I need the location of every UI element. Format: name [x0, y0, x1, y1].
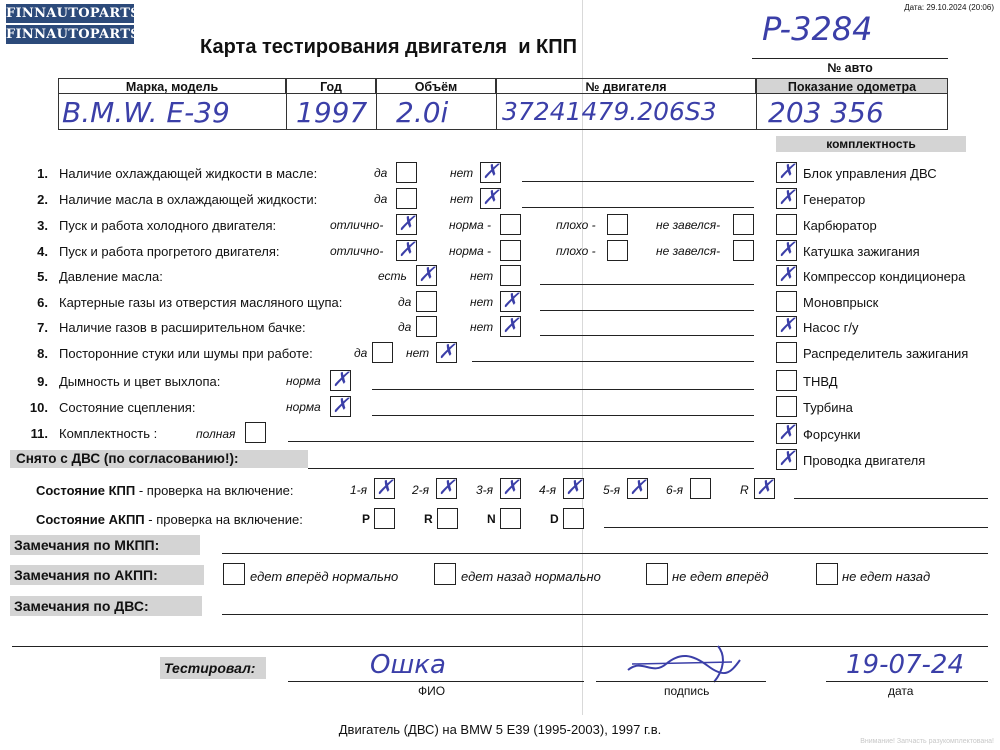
removed-label: Снято с ДВС (по согласованию!):: [16, 451, 239, 466]
checkbox-no-start[interactable]: [733, 240, 754, 261]
signature-scribble: [622, 640, 748, 686]
option-no: нет: [450, 166, 474, 180]
checkbox-no[interactable]: ✗: [480, 162, 501, 183]
checkbox-normal[interactable]: [500, 240, 521, 261]
at-position-label: P: [362, 512, 371, 526]
check-number: 2.: [37, 192, 48, 207]
checkbox-present[interactable]: ✗: [416, 265, 437, 286]
caption-footer: Двигатель (ДВС) на BMW 5 E39 (1995-2003), 1997 г.в.: [338, 722, 662, 737]
checkbox-bad[interactable]: [607, 240, 628, 261]
option-excellent: отлично-: [330, 218, 384, 232]
completeness-label: Турбина: [803, 400, 853, 415]
check-number: 8.: [37, 346, 48, 361]
gear-checkbox[interactable]: ✗: [500, 478, 521, 499]
at-position-checkbox[interactable]: [374, 508, 395, 529]
tested-by-label: Тестировал:: [164, 660, 256, 676]
at-position-label: R: [424, 512, 433, 526]
odometer-value: 203 356: [768, 96, 884, 129]
remark-engine-line-2: [12, 646, 988, 647]
mt-notes-line: [794, 498, 988, 499]
checkbox-yes[interactable]: [396, 188, 417, 209]
gear-checkbox[interactable]: ✗: [563, 478, 584, 499]
gear-checkbox[interactable]: ✗: [627, 478, 648, 499]
completeness-checkbox[interactable]: ✗: [776, 265, 797, 286]
at-position-checkbox[interactable]: [500, 508, 521, 529]
brand-logo-top: FINNAUTOPARTS: [6, 6, 140, 21]
check-number: 5.: [37, 269, 48, 284]
check-label-crankcase-gases: Картерные газы из отверстия масляного щупа:: [59, 295, 343, 310]
option-yes: да: [398, 295, 412, 309]
gear-label: 4-я: [539, 483, 557, 497]
checkbox-normal[interactable]: ✗: [330, 396, 351, 417]
option-no: нет: [406, 346, 430, 360]
completeness-label: Карбюратор: [803, 218, 877, 233]
option-no: нет: [470, 269, 494, 283]
option-yes: да: [398, 320, 412, 334]
gear-checkbox[interactable]: ✗: [374, 478, 395, 499]
notes-line: [522, 181, 754, 182]
at-position-checkbox[interactable]: [563, 508, 584, 529]
header-volume: Объём: [376, 78, 496, 94]
check-label-oil-pressure: Давление масла:: [59, 269, 163, 284]
option-no-start: не завелся-: [656, 244, 721, 258]
option-normal: норма: [286, 400, 321, 414]
mt-check-label: Состояние КПП: [36, 483, 136, 498]
checkbox-excellent[interactable]: ✗: [396, 214, 417, 235]
header-year: Год: [286, 78, 376, 94]
remark-mt-label: Замечания по МКПП:: [14, 537, 160, 553]
watermark-text: Внимание! Запчасть разукомплектована!: [860, 738, 994, 745]
notes-line: [540, 284, 754, 285]
check-number: 3.: [37, 218, 48, 233]
check-number: 7.: [37, 320, 48, 335]
at-check-label: Состояние АКПП: [36, 512, 145, 527]
header-odometer: Показание одометра: [756, 78, 948, 94]
option-yes: да: [374, 166, 388, 180]
checkbox-no[interactable]: ✗: [500, 316, 521, 337]
completeness-label: Блок управления ДВС: [803, 166, 937, 181]
checkbox-normal[interactable]: ✗: [330, 370, 351, 391]
header-engine-number: № двигателя: [496, 78, 756, 94]
remark-at-label: Замечания по АКПП:: [14, 567, 158, 583]
check-number: 1.: [37, 166, 48, 181]
check-number: 11.: [30, 426, 48, 441]
at-no-forward-checkbox[interactable]: [646, 563, 668, 585]
at-backward-ok-checkbox[interactable]: [434, 563, 456, 585]
completeness-label: Генератор: [803, 192, 866, 207]
at-position-checkbox[interactable]: [437, 508, 458, 529]
option-normal: норма -: [449, 244, 492, 258]
completeness-checkbox[interactable]: ✗: [776, 188, 797, 209]
check-label-cold-start: Пуск и работа холодного двигателя:: [59, 218, 277, 233]
checkbox-no[interactable]: ✗: [480, 188, 501, 209]
checkbox-no-start[interactable]: [733, 214, 754, 235]
signature-line: [596, 681, 766, 682]
completeness-checkbox[interactable]: ✗: [776, 316, 797, 337]
notes-line: [540, 310, 754, 311]
completeness-label: Катушка зажигания: [803, 244, 920, 259]
model-value: B.M.W. E-39: [62, 96, 230, 129]
check-number: 6.: [37, 295, 48, 310]
engine-number-value: 37241479.206S3: [502, 97, 717, 126]
completeness-checkbox[interactable]: [776, 370, 797, 391]
tester-name-value: Ошка: [370, 650, 446, 680]
gear-label: 1-я: [350, 483, 368, 497]
at-no-forward-label: не едет вперёд: [672, 569, 769, 584]
check-label-completeness: Комплектность :: [59, 426, 158, 441]
notes-line: [522, 207, 754, 208]
gear-label: 5-я: [603, 483, 621, 497]
car-number-underline: [752, 58, 948, 59]
completeness-checkbox[interactable]: ✗: [776, 423, 797, 444]
car-number-value: P-3284: [762, 10, 873, 48]
option-no: нет: [470, 295, 494, 309]
checkbox-bad[interactable]: [607, 214, 628, 235]
date-caption: дата: [888, 684, 914, 698]
completeness-header: комплектность: [776, 136, 966, 152]
car-number-label: № авто: [827, 61, 873, 75]
option-normal: норма: [286, 374, 321, 388]
name-caption: ФИО: [418, 684, 446, 698]
at-check-row: [36, 512, 303, 527]
option-full: полная: [196, 427, 236, 441]
check-label-expansion-tank-gases: Наличие газов в расширительном бачке:: [59, 320, 306, 335]
brand-logo-bottom: FINNAUTOPARTS: [6, 27, 140, 42]
check-number: 9.: [37, 374, 48, 389]
check-number: 4.: [37, 244, 48, 259]
option-no-start: не завелся-: [656, 218, 721, 232]
at-forward-ok-checkbox[interactable]: [223, 563, 245, 585]
at-no-backward-label: не едет назад: [842, 569, 931, 584]
completeness-checkbox[interactable]: [776, 342, 797, 363]
checkbox-no[interactable]: ✗: [436, 342, 457, 363]
completeness-label: Компрессор кондиционера: [803, 269, 966, 284]
completeness-label: Форсунки: [803, 427, 861, 442]
date-line: [826, 681, 988, 682]
at-backward-ok-label: едет назад нормально: [461, 569, 601, 584]
checkbox-no[interactable]: [500, 265, 521, 286]
check-label-warm-start: Пуск и работа прогретого двигателя:: [59, 244, 280, 259]
signature-caption: подпись: [664, 684, 710, 698]
notes-line: [540, 335, 754, 336]
at-forward-ok-label: едет вперёд нормально: [250, 569, 399, 584]
date-value: 19-07-24: [846, 650, 965, 680]
completeness-label: Распределитель зажигания: [803, 346, 969, 361]
option-no: нет: [450, 192, 474, 206]
checkbox-yes[interactable]: [416, 291, 437, 312]
option-no: нет: [470, 320, 494, 334]
option-present: есть: [378, 269, 407, 283]
checkbox-full[interactable]: [245, 422, 266, 443]
header-model: Марка, модель: [58, 78, 286, 94]
name-line: [288, 681, 584, 682]
notes-line: [288, 441, 754, 442]
gear-label: 6-я: [666, 483, 684, 497]
completeness-label: ТНВД: [803, 374, 838, 389]
option-normal: норма -: [449, 218, 492, 232]
completeness-checkbox[interactable]: ✗: [776, 162, 797, 183]
year-value: 1997: [296, 96, 368, 129]
notes-line: [372, 389, 754, 390]
mt-check-row: [36, 483, 293, 498]
at-position-label: D: [550, 512, 559, 526]
gear-label: 3-я: [476, 483, 494, 497]
print-date: Дата: 29.10.2024 (20:06): [904, 3, 994, 12]
checkbox-normal[interactable]: [500, 214, 521, 235]
at-check-suffix: - проверка на включение:: [144, 512, 303, 527]
completeness-checkbox[interactable]: [776, 214, 797, 235]
completeness-checkbox[interactable]: [776, 396, 797, 417]
gear-checkbox[interactable]: ✗: [436, 478, 457, 499]
notes-line: [372, 415, 754, 416]
checkbox-yes[interactable]: [396, 162, 417, 183]
option-excellent: отлично-: [330, 244, 384, 258]
checkbox-yes[interactable]: [416, 316, 437, 337]
page-title: Карта тестирования двигателя и КПП: [200, 36, 578, 58]
remark-engine-line: [222, 614, 988, 615]
gear-label: R: [740, 483, 749, 497]
at-position-label: N: [487, 512, 496, 526]
option-yes: да: [374, 192, 388, 206]
checkbox-excellent[interactable]: ✗: [396, 240, 417, 261]
check-label-noises: Посторонние стуки или шумы при работе:: [59, 346, 313, 361]
option-bad: плохо -: [556, 244, 596, 258]
at-notes-line: [604, 527, 988, 528]
checkbox-no[interactable]: ✗: [500, 291, 521, 312]
check-label-clutch: Состояние сцепления:: [59, 400, 196, 415]
check-label-coolant-in-oil: Наличие охлаждающей жидкости в масле:: [59, 166, 318, 181]
notes-line: [472, 361, 754, 362]
check-number: 10.: [29, 400, 48, 415]
option-bad: плохо -: [556, 218, 596, 232]
completeness-checkbox[interactable]: ✗: [776, 449, 797, 470]
check-label-oil-in-coolant: Наличие масла в охлаждающей жидкости:: [59, 192, 318, 207]
removed-line: [308, 468, 754, 469]
remark-engine-label: Замечания по ДВС:: [14, 598, 149, 614]
gear-checkbox[interactable]: [690, 478, 711, 499]
mt-check-suffix: - проверка на включение:: [135, 483, 294, 498]
at-no-backward-checkbox[interactable]: [816, 563, 838, 585]
check-label-exhaust: Дымность и цвет выхлопа:: [59, 374, 221, 389]
option-yes: да: [354, 346, 368, 360]
completeness-checkbox[interactable]: ✗: [776, 240, 797, 261]
checkbox-yes[interactable]: [372, 342, 393, 363]
remark-mt-line: [222, 553, 988, 554]
completeness-label: Моновпрыск: [803, 295, 879, 310]
gear-label: 2-я: [412, 483, 430, 497]
volume-value: 2.0i: [396, 96, 449, 129]
gear-checkbox[interactable]: ✗: [754, 478, 775, 499]
completeness-checkbox[interactable]: [776, 291, 797, 312]
completeness-label: Насос г/у: [803, 320, 859, 335]
completeness-label: Проводка двигателя: [803, 453, 926, 468]
